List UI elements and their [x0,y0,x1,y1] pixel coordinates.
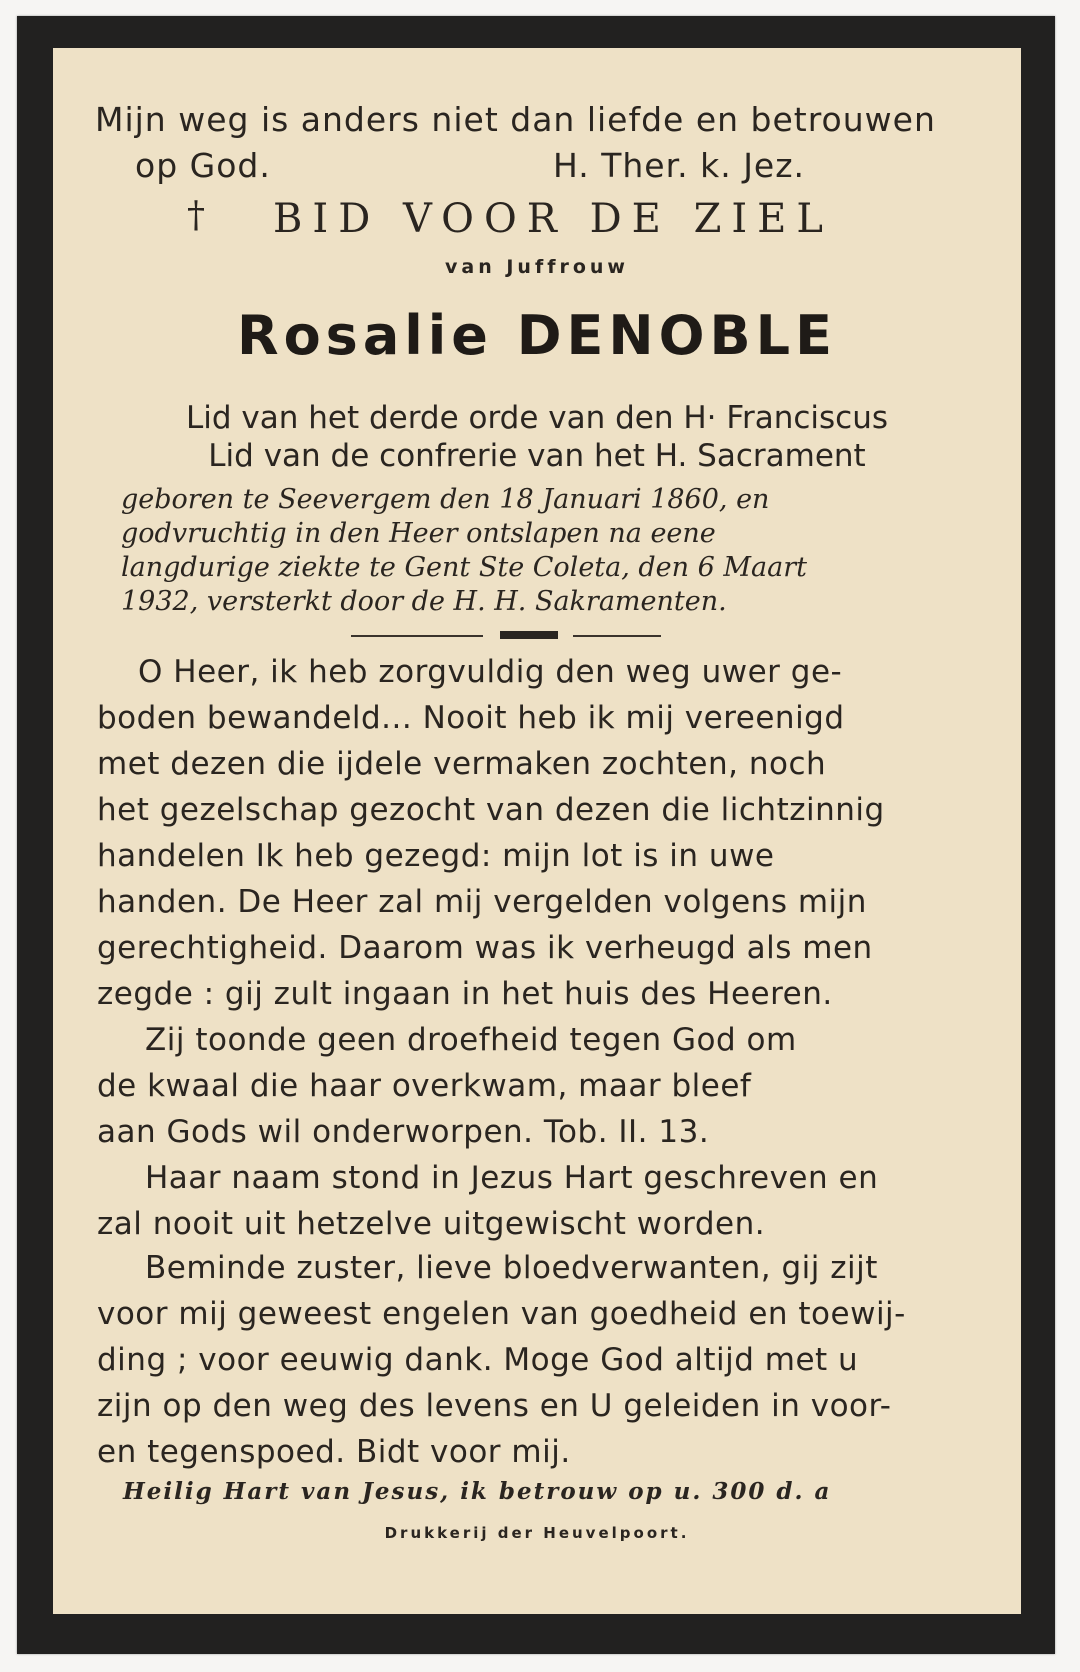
cross-icon: † [187,195,205,236]
text-line-1: O Heer, ik heb zorgvuldig den weg uwer ge- [138,654,843,690]
text-line-4: het gezelschap gezocht van dezen die lichtzinnig [97,792,885,828]
divider-ornament [500,631,558,639]
biography-line-4: 1932, versterkt door de H. H. Sakramenten. [121,586,727,617]
motto-line-2-right: H. Ther. k. Jez. [553,146,806,185]
text-line-10: de kwaal die haar overkwam, maar bleef [97,1068,752,1104]
text-line-8: zegde : gij zult ingaan in het huis des Heeren. [97,976,833,1012]
text-line-18: en tegenspoed. Bidt voor mij. [97,1434,571,1470]
text-line-14: Beminde zuster, lieve bloedverwanten, gij zijt [145,1250,878,1286]
text-line-2: boden bewandeld... Nooit heb ik mij vereenigd [97,700,845,736]
motto-line-2-left: op God. [135,146,271,185]
divider-left [351,635,483,637]
text-line-7: gerechtigheid. Daarom was ik verheugd als men [97,930,873,966]
text-line-3: met dezen die ijdele vermaken zochten, noch [97,746,827,782]
text-line-9: Zij toonde geen droefheid tegen God om [145,1022,797,1058]
memorial-card [17,16,1055,1654]
biography-line-1: geboren te Seevergem den 18 Januari 1860, en [121,484,770,515]
text-line-12: Haar naam stond in Jezus Hart geschreven en [145,1160,879,1196]
deceased-name: Rosalie DENOBLE [237,304,837,367]
text-line-17: zijn op den weg des levens en U geleiden in voor- [97,1388,892,1424]
van-juffrouw-label: van Juffrouw [445,256,629,278]
prayer-line: Heilig Hart van Jesus, ik betrouw op u. 300 d. a [123,1478,832,1505]
membership-line-2: Lid van de confrerie van het H. Sacrament [208,438,866,474]
membership-line-1: Lid van het derde orde van den H· Franciscus [185,400,889,436]
printer-imprint: Drukkerij der Heuvelpoort. [384,1524,690,1542]
card-paper [53,48,1021,1614]
text-line-5: handelen Ik heb gezegd: mijn lot is in uwe [97,838,775,874]
text-line-11: aan Gods wil onderworpen. Tob. II. 13. [97,1114,710,1150]
biography-line-3: langdurige ziekte te Gent Ste Coleta, den 6 Maart [121,552,807,583]
text-line-6: handen. De Heer zal mij vergelden volgens mijn [97,884,867,920]
biography-line-2: godvruchtig in den Heer ontslapen na eene [121,518,716,549]
bid-voor-de-ziel-heading: BID VOOR DE ZIEL [273,196,833,242]
text-line-16: ding ; voor eeuwig dank. Moge God altijd met u [97,1342,859,1378]
text-line-15: voor mij geweest engelen van goedheid en toewij- [97,1296,906,1332]
divider-right [573,635,661,637]
text-line-13: zal nooit uit hetzelve uitgewischt worden. [97,1206,766,1242]
motto-line-1: Mijn weg is anders niet dan liefde en betrouwen [95,100,936,139]
